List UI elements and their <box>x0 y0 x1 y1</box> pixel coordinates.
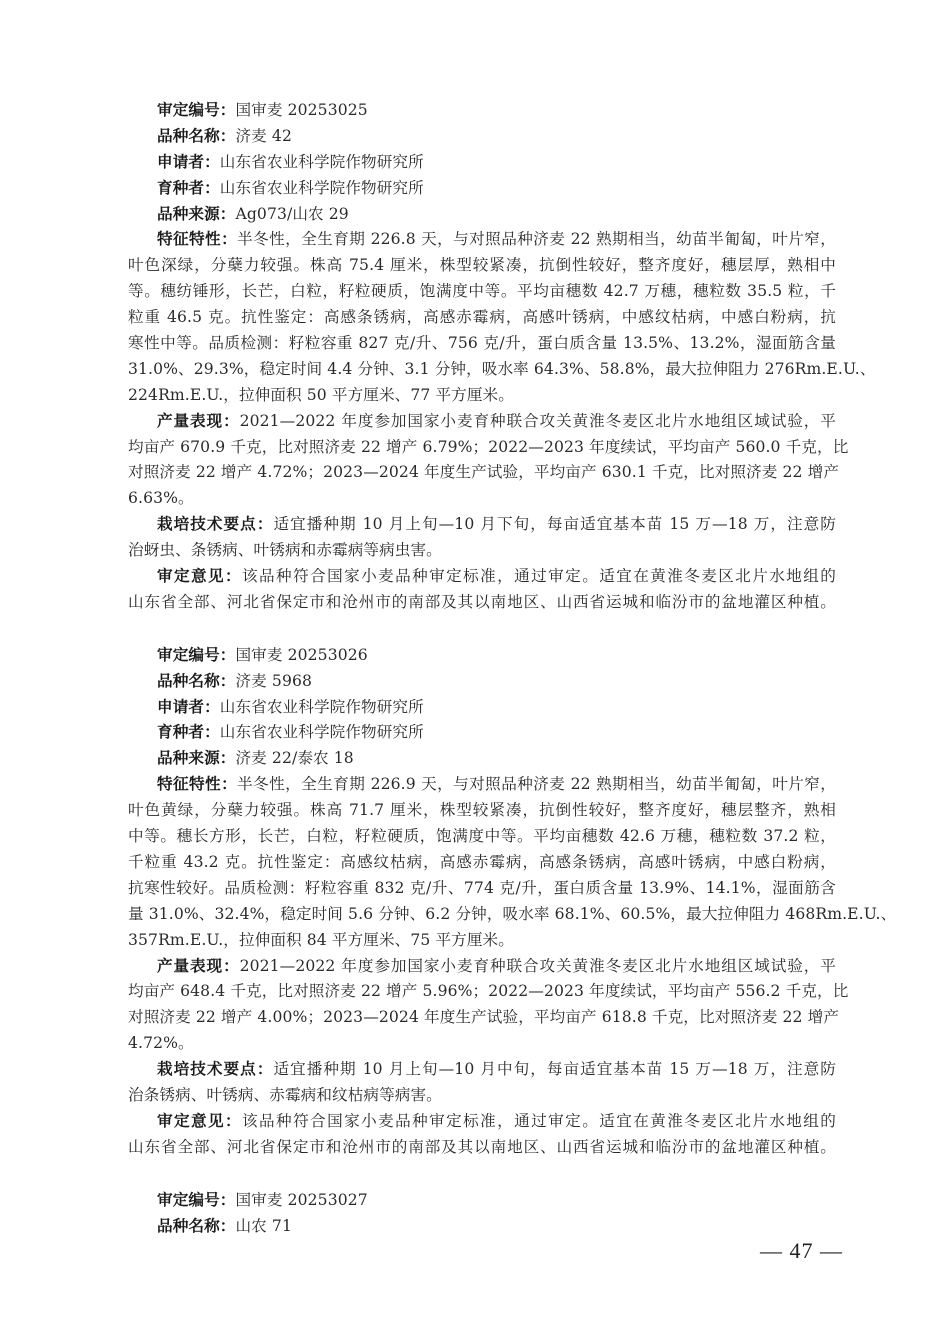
yield-paragraph <box>128 954 849 1058</box>
yield-line: 产量表现：2021—2022 年度参加国家小麦育种联合攻关黄淮冬麦区北片水地组区域试验，平 <box>157 956 836 975</box>
yield-line: 均亩产 670.9 千克，比对照济麦 22 增产 6.79%；2022—2023 年度续试，平均亩产 560.0 千克，比 <box>128 437 849 456</box>
traits-line: 叶色深绿，分蘖力较强。株高 75.4 厘米，株型较紧凑，抗倒性较好，整齐度好，穗层厚，熟相中 <box>128 256 836 275</box>
traits-paragraph <box>128 772 897 953</box>
approval-number-value: 国审麦 20253026 <box>235 645 368 664</box>
document-page <box>128 98 897 1239</box>
variety-origin-label: 品种来源： <box>157 749 236 768</box>
applicant <box>128 150 836 176</box>
variety-name <box>128 1214 836 1240</box>
traits-label: 特征特性： <box>157 230 238 249</box>
opinion-paragraph <box>128 564 836 616</box>
traits-label: 特征特性： <box>157 775 238 794</box>
approval-number-value: 国审麦 20253025 <box>235 101 368 119</box>
yield-label: 产量表现： <box>157 411 240 430</box>
breeder-value: 山东省农业科学院作物研究所 <box>219 723 424 742</box>
breeder-label: 育种者： <box>157 178 220 197</box>
yield-line: 6.63%。 <box>128 489 194 508</box>
variety-entry-2 <box>128 643 897 1161</box>
opinion-line: 审定意见：该品种符合国家小麦品种审定标准，通过审定。适宜在黄淮冬麦区北片水地组的 <box>157 567 836 586</box>
applicant-label: 申请者： <box>157 697 220 716</box>
traits-line: 224Rm.E.U.，拉伸面积 50 平方厘米、77 平方厘米。 <box>128 385 514 404</box>
variety-entry-3 <box>128 1188 836 1240</box>
cultivation-paragraph <box>128 512 836 564</box>
approval-number-label: 审定编号： <box>157 1190 236 1209</box>
variety-name-label: 品种名称： <box>157 126 236 145</box>
opinion-label: 审定意见： <box>157 567 243 586</box>
yield-line: 对照济麦 22 增产 4.00%；2023—2024 年度生产试验，平均亩产 618.8 千克，比对照济麦 22 增产 <box>128 1008 840 1027</box>
approval-number <box>128 98 836 124</box>
opinion-line: 山东省全部、河北省保定市和沧州市的南部及其以南地区、山西省运城和临汾市的盆地灌区种植。 <box>128 1137 836 1156</box>
traits-line: 千粒重 43.2 克。抗性鉴定：高感纹枯病，高感赤霉病，高感条锈病，高感叶锈病，中感白粉病， <box>128 852 836 871</box>
traits-line: 特征特性：半冬性，全生育期 226.9 天，与对照品种济麦 22 熟期相当，幼苗半匍匐，叶片窄， <box>157 775 836 794</box>
opinion-label: 审定意见： <box>157 1111 243 1130</box>
yield-line: 对照济麦 22 增产 4.72%；2023—2024 年度生产试验，平均亩产 630.1 千克，比对照济麦 22 增产 <box>128 463 840 482</box>
variety-origin-value: Ag073/山农 29 <box>235 204 349 223</box>
traits-line: 寒性中等。品质检测：籽粒容重 827 克/升、756 克/升，蛋白质含量 13.5%、13.2%，湿面筋含量 <box>128 334 836 353</box>
cultivation-line: 治条锈病、叶锈病、赤霉病和纹枯病等病害。 <box>128 1085 442 1104</box>
variety-name <box>128 669 836 695</box>
approval-number <box>128 643 836 669</box>
traits-line: 等。穗纺锤形，长芒，白粒，籽粒硬质，饱满度中等。平均亩穗数 42.7 万穗，穗粒数 35.5 粒，千 <box>128 282 836 301</box>
opinion-line: 山东省全部、河北省保定市和沧州市的南部及其以南地区、山西省运城和临汾市的盆地灌区种植。 <box>128 592 836 611</box>
variety-name-label: 品种名称： <box>157 671 236 690</box>
opinion-paragraph <box>128 1109 836 1161</box>
opinion-line: 审定意见：该品种符合国家小麦品种审定标准，通过审定。适宜在黄淮冬麦区北片水地组的 <box>157 1111 836 1130</box>
yield-label: 产量表现： <box>157 956 240 975</box>
applicant-value: 山东省农业科学院作物研究所 <box>219 152 424 171</box>
variety-origin-label: 品种来源： <box>157 204 236 223</box>
traits-line: 357Rm.E.U.，拉伸面积 84 平方厘米、75 平方厘米。 <box>128 930 514 949</box>
breeder-label: 育种者： <box>157 723 220 742</box>
variety-name-value: 济麦 42 <box>235 126 292 145</box>
variety-name <box>128 124 836 150</box>
approval-number-label: 审定编号： <box>157 645 236 664</box>
cultivation-paragraph <box>128 1057 836 1109</box>
yield-line: 产量表现：2021—2022 年度参加国家小麦育种联合攻关黄淮冬麦区北片水地组区域试验，平 <box>157 411 836 430</box>
approval-number-label: 审定编号： <box>157 101 236 119</box>
traits-line: 中等。穗长方形，长芒，白粒，籽粒硬质，饱满度中等。平均亩穗数 42.6 万穗，穗粒数 37.2 粒， <box>128 827 836 846</box>
yield-line: 4.72%。 <box>128 1034 194 1053</box>
variety-name-value: 济麦 5968 <box>235 671 313 690</box>
applicant <box>128 695 836 721</box>
cultivation-line: 栽培技术要点：适宜播种期 10 月上旬—10 月中旬，每亩适宜基本苗 15 万—18 万，注意防 <box>157 1060 837 1079</box>
traits-line: 粒重 46.5 克。抗性鉴定：高感条锈病，高感赤霉病，高感叶锈病，中感纹枯病，中感白粉病，抗 <box>128 308 836 327</box>
breeder-value: 山东省农业科学院作物研究所 <box>219 178 424 197</box>
traits-line: 特征特性：半冬性，全生育期 226.8 天，与对照品种济麦 22 熟期相当，幼苗半匍匐，叶片窄， <box>157 230 836 249</box>
yield-line: 均亩产 648.4 千克，比对照济麦 22 增产 5.96%；2022—2023 年度续试，平均亩产 556.2 千克，比 <box>128 982 849 1001</box>
variety-origin <box>128 202 836 228</box>
breeder <box>128 176 836 202</box>
variety-origin <box>128 746 836 772</box>
variety-entry-1 <box>128 98 876 616</box>
applicant-value: 山东省农业科学院作物研究所 <box>219 697 424 716</box>
traits-line: 31.0%、29.3%，稳定时间 4.4 分钟、3.1 分钟，吸水率 64.3%、58.8%，最大拉伸阻力 276Rm.E.U.、 <box>128 359 876 378</box>
traits-line: 量 31.0%、32.4%，稳定时间 5.6 分钟、6.2 分钟，吸水率 68.1%、60.5%，最大拉伸阻力 468Rm.E.U.、 <box>128 904 897 923</box>
approval-number <box>128 1188 836 1214</box>
traits-line: 抗寒性较好。品质检测：籽粒容重 832 克/升、774 克/升，蛋白质含量 13.9%、14.1%，湿面筋含 <box>128 878 836 897</box>
cultivation-line: 治蚜虫、条锈病、叶锈病和赤霉病等病虫害。 <box>128 541 442 560</box>
variety-name-label: 品种名称： <box>157 1216 236 1235</box>
yield-paragraph <box>128 409 849 513</box>
cultivation-label: 栽培技术要点： <box>157 1060 274 1079</box>
breeder <box>128 720 836 746</box>
applicant-label: 申请者： <box>157 152 220 171</box>
variety-origin-value: 济麦 22/泰农 18 <box>235 749 354 768</box>
traits-paragraph <box>128 227 876 408</box>
approval-number-value: 国审麦 20253027 <box>235 1190 368 1209</box>
variety-name-value: 山农 71 <box>235 1216 292 1235</box>
traits-line: 叶色黄绿，分蘖力较强。株高 71.7 厘米，株型较紧凑，抗倒性较好，整齐度好，穗层整齐，熟相 <box>128 801 836 820</box>
cultivation-line: 栽培技术要点：适宜播种期 10 月上旬—10 月下旬，每亩适宜基本苗 15 万—18 万，注意防 <box>157 515 837 534</box>
cultivation-label: 栽培技术要点： <box>157 515 274 534</box>
page-number: — 47 — <box>760 1238 843 1263</box>
